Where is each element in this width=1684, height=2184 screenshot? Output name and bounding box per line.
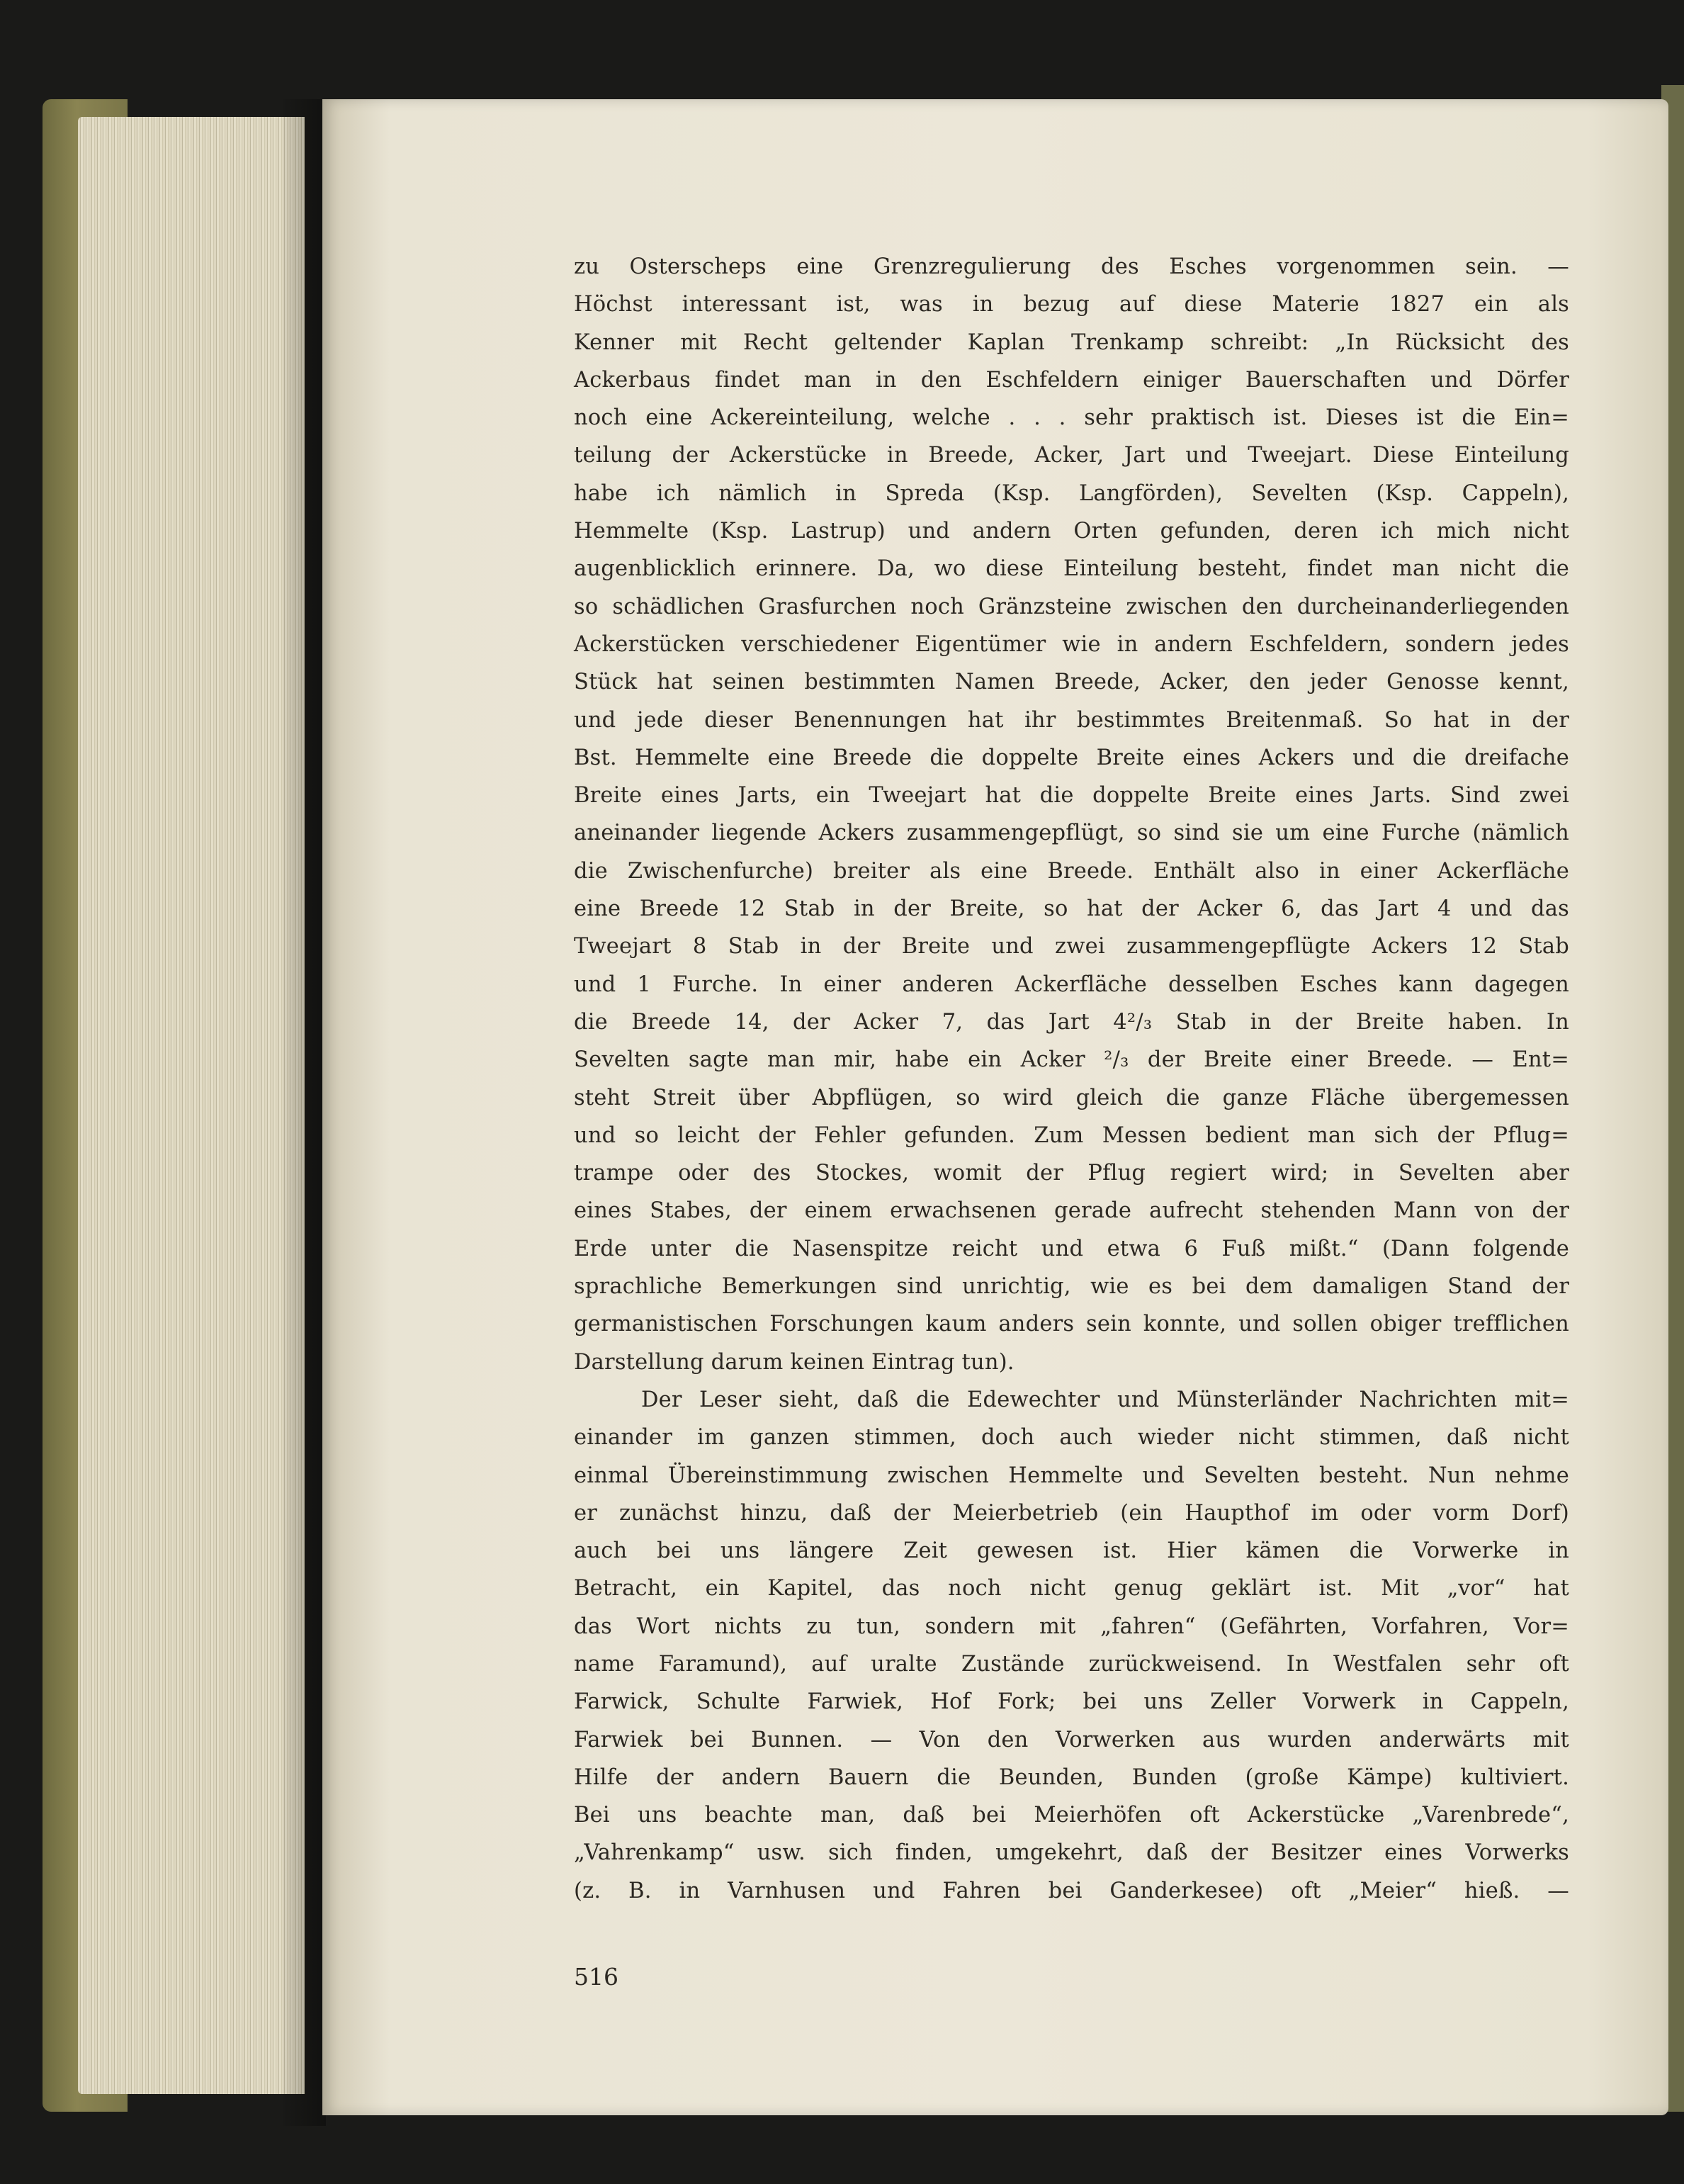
text-line: einmal Übereinstimmung zwischen Hemmelte und Sevelten besteht. Nun nehme	[574, 1463, 1569, 1488]
text-line: Erde unter die Nasenspitze reicht und etwa 6 Fuß mißt.“ (Dann folgende	[574, 1236, 1569, 1261]
text-line: Hilfe der andern Bauern die Beunden, Bunden (große Kämpe) kultiviert.	[574, 1764, 1569, 1790]
text-line: Bst. Hemmelte eine Breede die doppelte Breite eines Ackers und die dreifache	[574, 745, 1569, 770]
text-line: eine Breede 12 Stab in der Breite, so hat der Acker 6, das Jart 4 und das	[574, 896, 1569, 922]
text-line: die Breede 14, der Acker 7, das Jart 4²/₃ Stab in der Breite haben. In	[574, 1009, 1569, 1035]
text-line: Betracht, ein Kapitel, das noch nicht genug geklärt ist. Mit „vor“ hat	[574, 1576, 1569, 1602]
text-line: Bei uns beachte man, daß bei Meierhöfen oft Ackerstücke „Varenbrede“,	[574, 1803, 1569, 1828]
text-line: und jede dieser Benennungen hat ihr bestimmtes Breitenmaß. So hat in der	[574, 707, 1569, 733]
text-line: eines Stabes, der einem erwachsenen gerade aufrecht stehenden Mann von der	[574, 1198, 1569, 1224]
text-line: Der Leser sieht, daß die Edewechter und Münsterländer Nachrichten mit=	[641, 1387, 1569, 1412]
text-line: trampe oder des Stockes, womit der Pflug regiert wird; in Sevelten aber	[574, 1161, 1569, 1186]
text-line: und 1 Furche. In einer anderen Ackerfläche desselben Esches kann dagegen	[574, 972, 1569, 997]
text-line: Höchst interessant ist, was in bezug auf diese Materie 1827 ein als	[574, 292, 1569, 317]
text-line: Sevelten sagte man mir, habe ein Acker ²/₃ der Breite einer Breede. — Ent=	[574, 1047, 1569, 1073]
text-line: aneinander liegende Ackers zusammengepflügt, so sind sie um eine Furche (nämlich	[574, 821, 1569, 846]
text-line: einander im ganzen stimmen, doch auch wieder nicht stimmen, daß nicht	[574, 1425, 1569, 1451]
text-line: sprachliche Bemerkungen sind unrichtig, wie es bei dem damaligen Stand der	[574, 1274, 1569, 1300]
text-line: Ackerbaus findet man in den Eschfeldern einiger Bauerschaften und Dörfer	[574, 367, 1569, 393]
text-line: Tweejart 8 Stab in der Breite und zwei zusammengepflügte Ackers 12 Stab	[574, 934, 1569, 959]
text-line: noch eine Ackereinteilung, welche . . . sehr praktisch ist. Dieses ist die Ein=	[574, 405, 1569, 431]
text-line: auch bei uns längere Zeit gewesen ist. Hier kämen die Vorwerke in	[574, 1538, 1569, 1564]
text-line: habe ich nämlich in Spreda (Ksp. Langförden), Sevelten (Ksp. Cappeln),	[574, 480, 1569, 506]
text-line: Darstellung darum keinen Eintrag tun).	[574, 1349, 1015, 1375]
text-line: Kenner mit Recht geltender Kaplan Trenkamp schreibt: „In Rücksicht des	[574, 330, 1569, 355]
text-line: er zunächst hinzu, daß der Meierbetrieb (ein Haupthof im oder vorm Dorf)	[574, 1500, 1569, 1526]
text-line: und so leicht der Fehler gefunden. Zum Messen bedient man sich der Pflug=	[574, 1122, 1569, 1148]
text-line: so schädlichen Grasfurchen noch Gränzsteine zwischen den durcheinanderliegenden	[574, 594, 1569, 619]
text-line: Hemmelte (Ksp. Lastrup) und andern Orten gefunden, deren ich mich nicht	[574, 519, 1569, 544]
text-line: Farwiek bei Bunnen. — Von den Vorwerken aus wurden anderwärts mit	[574, 1727, 1569, 1752]
text-line: die Zwischenfurche) breiter als eine Breede. Enthält also in einer Ackerfläche	[574, 858, 1569, 884]
page-text	[574, 248, 1569, 1910]
text-line: Stück hat seinen bestimmten Namen Breede, Acker, den jeder Genosse kennt,	[574, 670, 1569, 695]
text-line: Ackerstücken verschiedener Eigentümer wie in andern Eschfeldern, sondern jedes	[574, 631, 1569, 657]
book-page-edges	[78, 117, 305, 2094]
text-line: teilung der Ackerstücke in Breede, Acker, Jart und Tweejart. Diese Einteilung	[574, 443, 1569, 468]
text-line: Breite eines Jarts, ein Tweejart hat die doppelte Breite eines Jarts. Sind zwei	[574, 783, 1569, 809]
text-line: germanistischen Forschungen kaum anders sein konnte, und sollen obiger trefflichen	[574, 1312, 1569, 1337]
text-line: name Faramund), auf uralte Zustände zurückweisend. In Westfalen sehr oft	[574, 1651, 1569, 1677]
gutter-shadow	[283, 99, 326, 2126]
text-line: augenblicklich erinnere. Da, wo diese Einteilung besteht, findet man nicht die	[574, 556, 1569, 582]
page-number: 516	[574, 1963, 618, 1991]
text-line: (z. B. in Varnhusen und Fahren bei Ganderkesee) oft „Meier“ hieß. —	[574, 1878, 1569, 1903]
text-line: steht Streit über Abpflügen, so wird gleich die ganze Fläche übergemessen	[574, 1085, 1569, 1110]
text-line: das Wort nichts zu tun, sondern mit „fahren“ (Gefährten, Vorfahren, Vor=	[574, 1614, 1569, 1639]
text-line: „Vahrenkamp“ usw. sich finden, umgekehrt, daß der Besitzer eines Vorwerks	[574, 1840, 1569, 1866]
text-line: Farwick, Schulte Farwiek, Hof Fork; bei uns Zeller Vorwerk in Cappeln,	[574, 1689, 1569, 1715]
text-line: zu Osterscheps eine Grenzregulierung des Esches vorgenommen sein. —	[574, 254, 1569, 279]
